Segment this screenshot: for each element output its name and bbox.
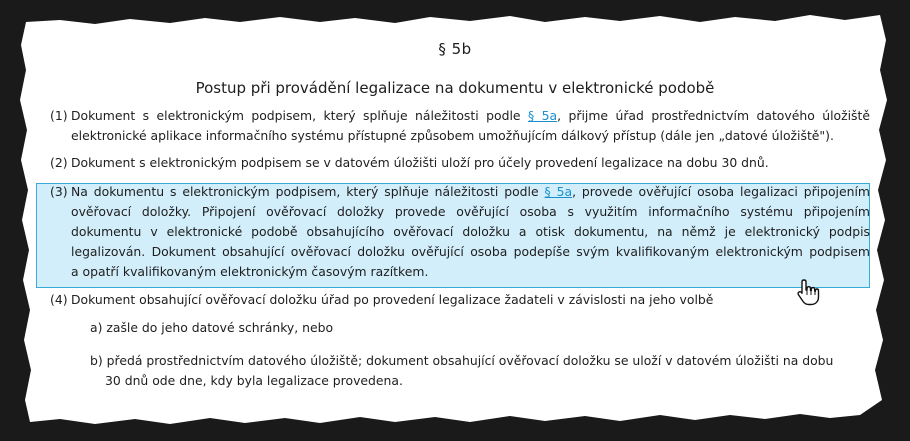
list-item-line: b) předá prostřednictvím datového úložiště; dokument obsahující ověřovací doložku se uloží v datovém úložišti na dobu xyxy=(90,353,834,368)
paragraph-line: legalizován. Dokument obsahující ověřovací doložku ověřující osoba podepíše svým kvalifikovaným elektronickým podpisem xyxy=(71,244,870,259)
paragraph-number: (1) xyxy=(50,108,68,123)
text: Na dokumentu s elektronickým podpisem, který splňuje náležitosti podle xyxy=(71,184,545,199)
text: , provede ověřující osoba legalizaci připojením xyxy=(572,184,870,199)
list-item-line: 30 dnů ode dne, kdy byla legalizace provedena. xyxy=(105,373,403,388)
paragraph-line: elektronické aplikace informačního systému přístupné způsobem umožňujícím dálkový přístup (dále jen „datové úložiště"). xyxy=(71,128,834,143)
text: Dokument s elektronickým podpisem, který splňuje náležitosti podle xyxy=(71,108,528,123)
law-reference-link[interactable]: § 5a xyxy=(544,184,573,199)
paragraph-number: (3) xyxy=(50,184,68,199)
paragraph-line xyxy=(71,106,870,126)
document-content xyxy=(36,0,876,441)
paragraph-number: (2) xyxy=(50,155,68,170)
paragraph-number: (4) xyxy=(50,292,68,307)
section-title: Postup při provádění legalizace na dokumentu v elektronické podobě xyxy=(195,79,715,97)
paragraph-3[interactable] xyxy=(50,182,870,282)
list-item-a: a) zašle do jeho datové schránky, nebo xyxy=(90,320,334,335)
paragraph-line: a opatří kvalifikovaným elektronickým časovým razítkem. xyxy=(71,264,429,279)
law-reference-link[interactable]: § 5a xyxy=(527,108,558,123)
paragraph-line: Dokument s elektronickým podpisem se v datovém úložišti uloží pro účely provedení legalizace na dobu 30 dnů. xyxy=(71,155,769,170)
section-number: § 5b xyxy=(438,40,472,58)
paragraph-line: Dokument obsahující ověřovací doložku úřad po provedení legalizace žadateli v závislosti na jeho volbě xyxy=(71,292,714,307)
paragraph-2 xyxy=(50,153,870,173)
paragraph-line: dokumentu v elektronické podobě obsahujícího ověřovací doložku a otisk dokumentu, na němž je elektronický podpis xyxy=(71,224,870,239)
hand-pointer-icon xyxy=(796,278,820,310)
text: , přijme úřad prostřednictvím datového úložiště xyxy=(557,108,870,123)
list-item-b xyxy=(90,351,870,391)
paragraph-4 xyxy=(50,290,870,310)
paragraph-1 xyxy=(50,106,870,146)
paragraph-line: ověřovací doložky. Připojení ověřovací doložky provede ověřující osoba s využitím informačního systému připojením xyxy=(71,204,870,219)
paragraph-line xyxy=(71,182,870,202)
